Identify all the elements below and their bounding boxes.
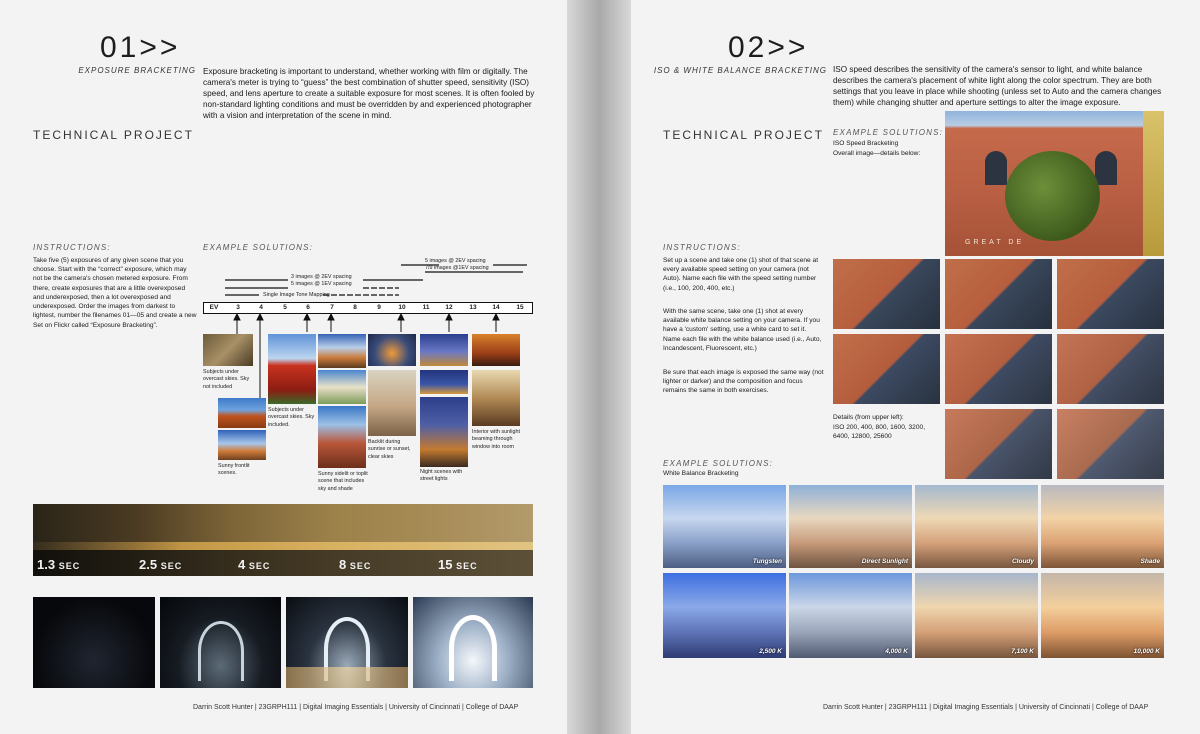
ev-12: 12 [445,304,453,311]
spacing-label-e: Single Image Tone Mapping [263,292,330,298]
iso-subtitle: Overall image—details below: [833,150,921,157]
section-number: 02>> [728,31,809,64]
thumb-street-night [420,397,468,467]
ev-11: 11 [422,304,430,311]
ev-14: 14 [492,304,500,311]
details-values: ISO 200, 400, 800, 1600, 3200, 6400, 12800, 25600 [833,424,926,441]
thumb-interior-1 [472,334,520,366]
ev-15: 15 [516,304,524,311]
caption-night: Night scenes with street lights [420,469,463,483]
ev-4: 4 [259,304,263,311]
wb-label-direct-sunlight: Direct Sunlight [861,558,908,565]
wb-shade [1041,485,1164,568]
instructions-label: INSTRUCTIONS: [33,243,111,252]
iso-detail-8 [1057,409,1164,479]
caption-sunny-frontlit: Sunny frontlit scenes. [218,463,250,477]
thumb-skyline-night [420,370,468,394]
instructions-text: Take five (5) exposures of any given scene that you choose. Start with the “correct” exposure, which may not be the camera's chosen metered exposure. From there, create exposures that are a little overexposed and underexposed, then a lot overexposed and underexposed. Order the images from darkest to lightest, number the filenames 01—05 and create a new Set on Flickr called “Exposure Bracketing”. [33,257,197,329]
wb-label-tungsten: Tungsten [752,558,782,565]
thumb-harbor [318,370,366,404]
caption-overcast-no-sky: Subjects under overcast skies. Sky not included [203,369,250,390]
instructions-text-2: With the same scene, take one (1) shot at every available white balance setting on your camera. If you have a 'custom' setting, use a white card to set it. Name each file with the white balance used (i.e., Auto, Incandescent, Fluorescent, etc.) [663,308,822,352]
intro-paragraph: Exposure bracketing is important to understand, whether working with film or digitally. The camera's meter is trying to “guess” the best combination of shutter speed, sensitivity (ISO) speed, and lens aperture to create a suitable exposure for most scenes. It is often fooled by non-standard lighting conditions and must be overridden by and experienced photographer with a vision and interpretation of the scene in mind. [203,67,535,121]
instructions-text-1: Set up a scene and take one (1) shot of that scene at every available speed setting on your camera (not Auto). Name each file with the speed setting number (i.e., 100, 200, 400, etc.) [663,257,819,292]
iso-detail-7 [945,409,1052,479]
section-subtitle: EXPOSURE BRACKETING [78,66,196,75]
technical-project-heading: TECHNICAL PROJECT [33,128,194,142]
ev-5: 5 [283,304,287,311]
wb-2500k [663,573,786,658]
iso-detail-4 [833,334,940,404]
wb-tungsten [663,485,786,568]
footer-right: Darrin Scott Hunter | 23GRPH111 | Digital Imaging Essentials | University of Cincinnati | College of DAAP [823,704,1149,711]
instructions-label: INSTRUCTIONS: [663,243,741,252]
arch-photo-4 [413,597,533,688]
examples-label-iso: EXAMPLE SOLUTIONS: [833,128,944,137]
ev-3: 3 [236,304,240,311]
thumb-tree-backlit [368,370,416,436]
thumb-sedona [318,406,366,468]
page-right [631,0,1200,734]
thumb-canyon [218,430,266,460]
caption-backlit: Backlit during sunrise or sunset, clear skies [368,439,411,460]
examples-label: EXAMPLE SOLUTIONS: [203,243,314,252]
thumb-arch-overcast [203,334,253,366]
exposure-label-2: 2.5 SEC [139,557,183,572]
wb-label-7100k: 7,100 K [1011,648,1034,655]
exposure-label-4: 8 SEC [339,557,372,572]
wb-10000k [1041,573,1164,658]
ev-7: 7 [330,304,334,311]
intro-paragraph: ISO speed describes the sensitivity of the camera's sensor to light, and white balance describes the camera's placement of white light along the color spectrum. They are both settings that you leave in place while shooting (unless set to Auto and the camera changes them) while changing shutter and aperture settings to alter the image exposure. [833,65,1162,108]
wb-title: White Balance Bracketing [663,470,739,477]
ev-label: EV [209,304,219,311]
instructions-text-3: Be sure that each image is exposed the same way (not lighter or darker) and the composition and focus remains the same in both exercises. [663,369,824,395]
iso-detail-6 [1057,334,1164,404]
iso-title: ISO Speed Bracketing [833,140,899,147]
ev-8: 8 [353,304,357,311]
thumb-phone-booth [268,334,316,404]
arch-photo-2 [160,597,281,688]
footer-left: Darrin Scott Hunter | 23GRPH111 | Digital Imaging Essentials | University of Cincinnati | College of DAAP [193,704,519,711]
ev-10: 10 [398,304,406,311]
wb-label-4000k: 4,000 K [885,648,908,655]
iso-detail-5 [945,334,1052,404]
thumb-interior-2 [472,370,520,426]
wb-direct-sunlight [789,485,912,568]
section-number: 01>> [100,31,181,64]
arch-photo-1 [33,597,155,688]
arch-photo-3 [286,597,408,688]
wb-7100k [915,573,1038,658]
building-photo [945,111,1164,256]
examples-label-wb: EXAMPLE SOLUTIONS: [663,459,774,468]
iso-detail-2 [945,259,1052,329]
wb-label-10000k: 10,000 K [1133,648,1160,655]
exposure-label-5: 15 SEC [438,557,478,572]
thumb-red-rocks [218,398,266,428]
building-sign: GREAT DE [965,239,1025,246]
section-subtitle: ISO & WHITE BALANCE BRACKETING [653,66,827,75]
wb-cloudy [915,485,1038,568]
thumb-capitol-night [420,334,468,366]
wb-4000k [789,573,912,658]
wb-label-2500k: 2,500 K [759,648,782,655]
exposure-label-3: 4 SEC [238,557,271,572]
wb-label-cloudy: Cloudy [1011,558,1034,565]
technical-project-heading: TECHNICAL PROJECT [663,128,824,142]
spacing-label-b: 7/9 images @1EV spacing [425,265,489,271]
caption-overcast-sky: Subjects under overcast skies. Sky included. [268,407,315,428]
wb-label-shade: Shade [1140,558,1160,565]
spacing-label-d: 5 images @ 1EV spacing [291,281,352,287]
book-gutter [567,0,631,734]
page-left [0,0,567,734]
ev-6: 6 [306,304,310,311]
caption-interior: Interior with sunlight beaming through window into room [472,429,520,450]
iso-detail-1 [833,259,940,329]
ev-scale [203,302,533,314]
ev-9: 9 [377,304,381,311]
caption-sunny-sidelit: Sunny sidelit or toplit scene that includes sky and shade [318,471,368,492]
spacing-label-c: 3 images @ 2EV spacing [291,274,352,280]
night-exposure-strip [33,504,533,576]
spacing-label-a: 5 images @ 2EV spacing [425,258,486,264]
thumb-stadium [368,334,416,366]
iso-detail-3 [1057,259,1164,329]
details-title: Details (from upper left): [833,414,904,421]
ev-13: 13 [469,304,477,311]
thumb-city-day [318,334,366,368]
exposure-label-1: 1.3 SEC [37,557,81,572]
